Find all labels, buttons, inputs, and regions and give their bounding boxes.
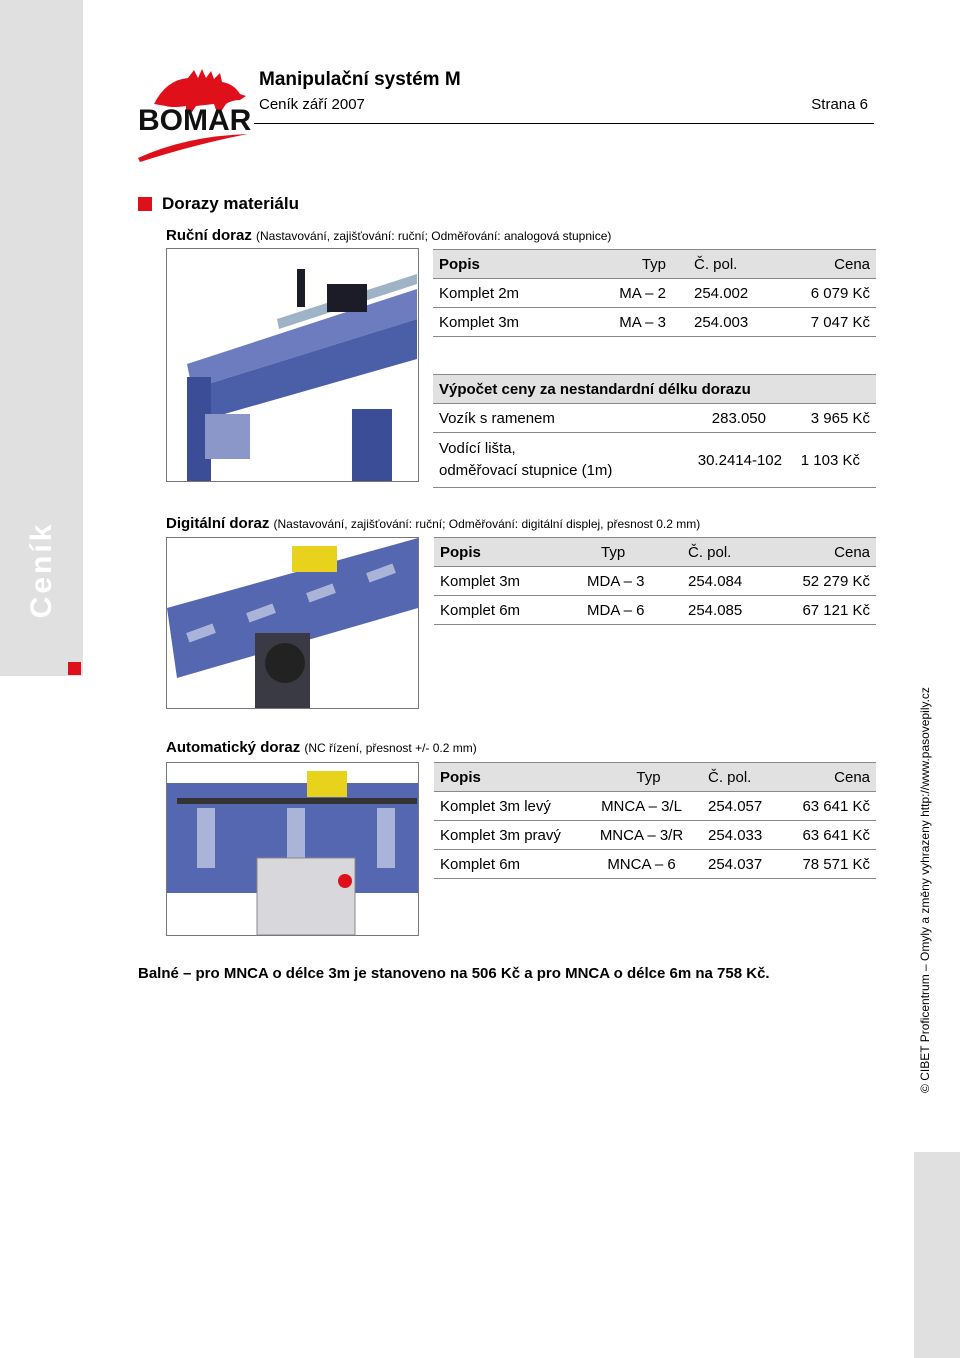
table-row bbox=[433, 433, 876, 488]
packaging-note: Balné – pro MNCA o délce 3m je stanoveno na 506 Kč a pro MNCA o délce 6m na 758 Kč. bbox=[138, 965, 770, 982]
table-row bbox=[434, 792, 876, 821]
automatic-stop-table bbox=[434, 762, 876, 879]
cell: 30.2414-102 bbox=[660, 433, 790, 488]
manual-stop-title: Ruční doraz bbox=[166, 227, 252, 244]
cell: 254.002 bbox=[672, 279, 780, 308]
table-header-row bbox=[434, 538, 876, 567]
cell: Komplet 3m bbox=[434, 567, 581, 596]
bomar-logo bbox=[136, 66, 252, 164]
cell: 254.057 bbox=[702, 792, 789, 821]
col-cpol: Č. pol. bbox=[682, 538, 774, 567]
custom-length-table bbox=[433, 374, 876, 488]
table-row bbox=[433, 308, 876, 337]
col-cena: Cena bbox=[789, 763, 876, 792]
cell: 67 121 Kč bbox=[774, 596, 876, 625]
cell: 52 279 Kč bbox=[774, 567, 876, 596]
cell: MA – 2 bbox=[585, 279, 672, 308]
automatic-stop-note: (NC řízení, přesnost +/- 0.2 mm) bbox=[304, 741, 477, 755]
cell: MNCA – 6 bbox=[581, 850, 702, 879]
cell: Komplet 3m pravý bbox=[434, 821, 581, 850]
col-popis: Popis bbox=[434, 763, 581, 792]
automatic-stop-photo bbox=[166, 762, 419, 936]
table-header-row bbox=[433, 250, 876, 279]
manual-stop-table bbox=[433, 249, 876, 337]
cell: 63 641 Kč bbox=[789, 792, 876, 821]
table-row bbox=[433, 279, 876, 308]
copyright-text: © CIBET Proficentrum – Omyly a změny vyhrazeny http://www.pasovepily.cz bbox=[918, 687, 932, 1093]
cell: Vozík s ramenem bbox=[433, 404, 660, 433]
side-tab bbox=[0, 470, 83, 670]
digital-stop-title: Digitální doraz bbox=[166, 515, 270, 532]
automatic-stop-heading bbox=[166, 739, 477, 756]
automatic-stop-title: Automatický doraz bbox=[166, 739, 301, 756]
table-row bbox=[434, 567, 876, 596]
cell bbox=[433, 433, 660, 488]
digital-stop-photo bbox=[166, 537, 419, 709]
cell: Komplet 2m bbox=[433, 279, 585, 308]
table-row bbox=[434, 850, 876, 879]
cell: MNCA – 3/L bbox=[581, 792, 702, 821]
cell: 254.033 bbox=[702, 821, 789, 850]
header-rule bbox=[254, 123, 874, 124]
digital-stop-note: (Nastavování, zajišťování: ruční; Odměřování: digitální displej, přesnost 0.2 mm) bbox=[273, 517, 701, 531]
cell: 3 965 Kč bbox=[790, 404, 876, 433]
manual-stop-note: (Nastavování, zajišťování: ruční; Odměřování: analogová stupnice) bbox=[256, 229, 612, 243]
doc-title: Manipulační systém M bbox=[259, 69, 461, 90]
cell: Komplet 3m levý bbox=[434, 792, 581, 821]
cell: 254.085 bbox=[682, 596, 774, 625]
cell: 63 641 Kč bbox=[789, 821, 876, 850]
cell: Komplet 6m bbox=[434, 850, 581, 879]
table-row bbox=[433, 404, 876, 433]
cell: 1 103 Kč bbox=[790, 433, 876, 488]
page-number: Strana 6 bbox=[811, 96, 868, 113]
col-cena: Cena bbox=[780, 250, 876, 279]
section-title: Dorazy materiálu bbox=[162, 194, 299, 213]
cell: 6 079 Kč bbox=[780, 279, 876, 308]
logo-text: BOMAR bbox=[138, 104, 252, 137]
right-gray-block bbox=[914, 1152, 960, 1358]
cell: 254.084 bbox=[682, 567, 774, 596]
table-header-row bbox=[434, 763, 876, 792]
col-popis: Popis bbox=[434, 538, 581, 567]
col-cena: Cena bbox=[774, 538, 876, 567]
cell: MA – 3 bbox=[585, 308, 672, 337]
col-cpol: Č. pol. bbox=[702, 763, 789, 792]
col-typ: Typ bbox=[585, 250, 672, 279]
col-cpol: Č. pol. bbox=[672, 250, 780, 279]
side-red-marker bbox=[68, 662, 81, 675]
cell-line: odměřovací stupnice (1m) bbox=[439, 462, 613, 479]
col-typ: Typ bbox=[581, 538, 682, 567]
cell-line: Vodící lišta, bbox=[439, 440, 516, 457]
table-header-row bbox=[433, 375, 876, 404]
manual-stop-photo bbox=[166, 248, 419, 482]
col-popis: Popis bbox=[433, 250, 585, 279]
cell: 78 571 Kč bbox=[789, 850, 876, 879]
digital-stop-heading bbox=[166, 515, 700, 532]
section-bullet bbox=[138, 197, 152, 211]
col-typ: Typ bbox=[581, 763, 702, 792]
cell: MNCA – 3/R bbox=[581, 821, 702, 850]
cell: 254.003 bbox=[672, 308, 780, 337]
side-tab-label: Ceník bbox=[24, 521, 58, 619]
doc-subtitle: Ceník září 2007 bbox=[259, 96, 365, 113]
digital-stop-table bbox=[434, 537, 876, 625]
cell: Komplet 6m bbox=[434, 596, 581, 625]
manual-stop-heading bbox=[166, 227, 611, 244]
table-row bbox=[434, 596, 876, 625]
cell: 254.037 bbox=[702, 850, 789, 879]
cell: 283.050 bbox=[660, 404, 790, 433]
table-row bbox=[434, 821, 876, 850]
copyright-side-note bbox=[905, 660, 945, 1120]
cell: Komplet 3m bbox=[433, 308, 585, 337]
custom-length-title: Výpočet ceny za nestandardní délku dorazu bbox=[433, 375, 876, 404]
cell: MDA – 3 bbox=[581, 567, 682, 596]
cell: MDA – 6 bbox=[581, 596, 682, 625]
cell: 7 047 Kč bbox=[780, 308, 876, 337]
